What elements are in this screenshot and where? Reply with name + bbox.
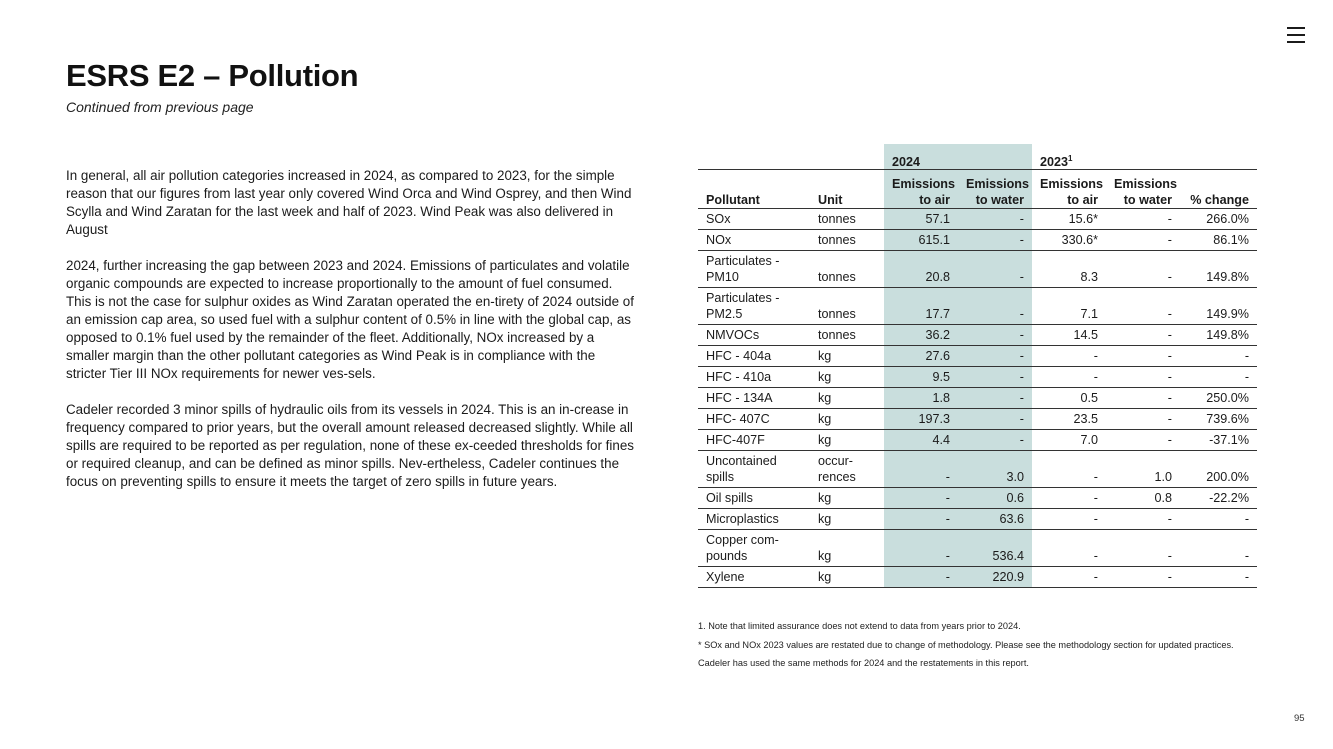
cell-air-2023: - (1032, 567, 1106, 588)
year-2023-text: 2023 (1040, 155, 1069, 169)
cell-air-2024: 1.8 (884, 388, 958, 409)
cell-unit: tonnes (810, 288, 884, 325)
table-row (698, 530, 1257, 567)
table-row (698, 346, 1257, 367)
cell-water-2023: - (1106, 409, 1180, 430)
cell-unit: kg (810, 488, 884, 509)
year-header-row (698, 144, 1257, 170)
cell-air-2023: 15.6* (1032, 209, 1106, 230)
cell-change: - (1180, 530, 1257, 567)
menu-line (1287, 27, 1305, 29)
cell-pollutant: HFC- 407C (698, 409, 810, 430)
footnote: * SOx and NOx 2023 values are restated due to change of methodology. Please see the methodology section for updated practices. Cadeler has used the same methods for 2024 and the restatements in this report. (698, 639, 1234, 668)
cell-air-2023: - (1032, 367, 1106, 388)
cell-pollutant: HFC-407F (698, 430, 810, 451)
cell-pollutant: HFC - 410a (698, 367, 810, 388)
cell-air-2024: 36.2 (884, 325, 958, 346)
table-row (698, 230, 1257, 251)
cell-unit: occur- rences (810, 451, 884, 488)
body-text (66, 167, 638, 509)
cell-change: - (1180, 367, 1257, 388)
cell-water-2023: - (1106, 367, 1180, 388)
cell-water-2023: - (1106, 388, 1180, 409)
table-row (698, 409, 1257, 430)
cell-air-2023: - (1032, 509, 1106, 530)
cell-air-2023: - (1032, 488, 1106, 509)
cell-water-2024: - (958, 388, 1032, 409)
table-row (698, 488, 1257, 509)
cell-pollutant: Oil spills (698, 488, 810, 509)
cell-unit: kg (810, 388, 884, 409)
cell-air-2023: - (1032, 451, 1106, 488)
cell-water-2023: - (1106, 567, 1180, 588)
header-pollutant: Pollutant (698, 170, 810, 209)
header-water-2024: Emissions to water (958, 170, 1032, 209)
table-row (698, 388, 1257, 409)
cell-air-2023: 7.0 (1032, 430, 1106, 451)
cell-water-2024: - (958, 209, 1032, 230)
paragraph: In general, all air pollution categories increased in 2024, as compared to 2023, for the simple reason that our figures from last year only covered Wind Orca and Wind Osprey, and then Wind Scylla and Wind Zaratan for the last week and half of 2023. Wind Peak was also delivered in August (66, 168, 632, 237)
cell-water-2024: - (958, 230, 1032, 251)
cell-change: 86.1% (1180, 230, 1257, 251)
cell-water-2023: - (1106, 530, 1180, 567)
cell-pollutant: Microplastics (698, 509, 810, 530)
header-air-2023: Emissions to air (1032, 170, 1106, 209)
cell-change: - (1180, 346, 1257, 367)
cell-unit: kg (810, 567, 884, 588)
header-air-2024: Emissions to air (884, 170, 958, 209)
cell-unit: tonnes (810, 325, 884, 346)
cell-water-2024: - (958, 288, 1032, 325)
cell-unit: kg (810, 430, 884, 451)
menu-line (1287, 34, 1305, 36)
cell-water-2024: 63.6 (958, 509, 1032, 530)
cell-pollutant: NOx (698, 230, 810, 251)
cell-air-2024: 20.8 (884, 251, 958, 288)
cell-air-2024: 197.3 (884, 409, 958, 430)
cell-air-2024: 17.7 (884, 288, 958, 325)
cell-unit: tonnes (810, 209, 884, 230)
page-title: ESRS E2 – Pollution (66, 58, 359, 93)
cell-unit: kg (810, 346, 884, 367)
cell-air-2024: - (884, 509, 958, 530)
cell-change: 739.6% (1180, 409, 1257, 430)
cell-water-2024: 220.9 (958, 567, 1032, 588)
cell-pollutant: Uncontained spills (698, 451, 810, 488)
header-unit: Unit (810, 170, 884, 209)
cell-unit: kg (810, 530, 884, 567)
table-row (698, 451, 1257, 488)
cell-water-2023: - (1106, 430, 1180, 451)
hamburger-menu-icon[interactable] (1287, 27, 1305, 44)
table-row (698, 325, 1257, 346)
cell-water-2024: 0.6 (958, 488, 1032, 509)
cell-air-2023: 330.6* (1032, 230, 1106, 251)
cell-water-2024: - (958, 367, 1032, 388)
header-change: % change (1180, 170, 1257, 209)
cell-change: - (1180, 567, 1257, 588)
emissions-table (698, 144, 1257, 588)
cell-air-2023: 23.5 (1032, 409, 1106, 430)
cell-water-2024: - (958, 346, 1032, 367)
cell-unit: kg (810, 509, 884, 530)
paragraph: Cadeler recorded 3 minor spills of hydraulic oils from its vessels in 2024. This is an in-crease in frequency compared to prior years, but the overall amount released decreased slightly. While all spills are required to be reported as per regulation, none of these ex-ceeded thresholds for fines or required cleanup, and can be defined as minor spills. Nev-ertheless, Cadeler continues the focus on preventing spills to ensure it meets the target of zero spills in future years. (66, 402, 634, 489)
footnote: 1. Note that limited assurance does not extend to data from years prior to 2024. (698, 621, 1021, 631)
cell-water-2023: - (1106, 288, 1180, 325)
header-water-2023: Emissions to water (1106, 170, 1180, 209)
page-number: 95 (1294, 713, 1305, 724)
cell-pollutant: NMVOCs (698, 325, 810, 346)
cell-water-2023: - (1106, 346, 1180, 367)
cell-air-2023: 14.5 (1032, 325, 1106, 346)
cell-air-2023: 7.1 (1032, 288, 1106, 325)
emissions-table-container (698, 144, 1257, 588)
cell-air-2023: - (1032, 530, 1106, 567)
cell-unit: tonnes (810, 230, 884, 251)
cell-unit: tonnes (810, 251, 884, 288)
cell-air-2024: - (884, 488, 958, 509)
cell-unit: kg (810, 367, 884, 388)
cell-water-2023: - (1106, 509, 1180, 530)
cell-water-2024: - (958, 325, 1032, 346)
cell-water-2023: - (1106, 251, 1180, 288)
cell-unit: kg (810, 409, 884, 430)
menu-line (1287, 41, 1305, 43)
cell-pollutant: Xylene (698, 567, 810, 588)
table-row (698, 251, 1257, 288)
table-row (698, 430, 1257, 451)
cell-pollutant: Copper com- pounds (698, 530, 810, 567)
cell-pollutant: HFC - 404a (698, 346, 810, 367)
cell-air-2023: 8.3 (1032, 251, 1106, 288)
cell-air-2023: - (1032, 346, 1106, 367)
table-row (698, 509, 1257, 530)
cell-water-2023: - (1106, 209, 1180, 230)
cell-water-2024: - (958, 251, 1032, 288)
cell-air-2023: 0.5 (1032, 388, 1106, 409)
cell-change: -22.2% (1180, 488, 1257, 509)
cell-water-2023: 1.0 (1106, 451, 1180, 488)
table-row (698, 367, 1257, 388)
cell-change: 149.8% (1180, 251, 1257, 288)
cell-water-2024: - (958, 430, 1032, 451)
footnotes (698, 617, 1257, 673)
table-row (698, 567, 1257, 588)
cell-air-2024: 57.1 (884, 209, 958, 230)
cell-change: 149.9% (1180, 288, 1257, 325)
cell-pollutant: HFC - 134A (698, 388, 810, 409)
cell-water-2023: - (1106, 230, 1180, 251)
cell-air-2024: - (884, 530, 958, 567)
cell-change: 149.8% (1180, 325, 1257, 346)
cell-air-2024: 4.4 (884, 430, 958, 451)
cell-water-2024: 3.0 (958, 451, 1032, 488)
cell-pollutant: Particulates - PM2.5 (698, 288, 810, 325)
cell-change: - (1180, 509, 1257, 530)
column-header-row (698, 170, 1257, 209)
table-row (698, 209, 1257, 230)
cell-air-2024: - (884, 567, 958, 588)
footnote-ref: 1 (1068, 153, 1073, 163)
table-row (698, 288, 1257, 325)
page-subtitle: Continued from previous page (66, 99, 254, 115)
cell-pollutant: SOx (698, 209, 810, 230)
cell-air-2024: 9.5 (884, 367, 958, 388)
cell-air-2024: 27.6 (884, 346, 958, 367)
cell-air-2024: - (884, 451, 958, 488)
cell-pollutant: Particulates - PM10 (698, 251, 810, 288)
cell-water-2023: - (1106, 325, 1180, 346)
cell-air-2024: 615.1 (884, 230, 958, 251)
cell-water-2023: 0.8 (1106, 488, 1180, 509)
cell-change: 266.0% (1180, 209, 1257, 230)
cell-change: 200.0% (1180, 451, 1257, 488)
cell-water-2024: 536.4 (958, 530, 1032, 567)
cell-change: -37.1% (1180, 430, 1257, 451)
cell-water-2024: - (958, 409, 1032, 430)
year-2024-label: 2024 (884, 144, 1032, 170)
year-2023-label (1032, 144, 1257, 170)
paragraph: 2024, further increasing the gap between 2023 and 2024. Emissions of particulates and volatile organic compounds are expected to increase proportionally to the amount of fuel consumed. This is not the case for sulphur oxides as Wind Zaratan operated the en-tirety of 2024 outside of an emission cap area, so used fuel with a sulphur content of 0.5% in line with the global cap, as opposed to 0.1% fuel used by the remainder of the fleet. Additionally, NOx increased by a smaller margin than the other pollutant categories as Wind Peak is in compliance with the stricter Tier III NOx requirements for newer ves-sels. (66, 258, 634, 381)
cell-change: 250.0% (1180, 388, 1257, 409)
